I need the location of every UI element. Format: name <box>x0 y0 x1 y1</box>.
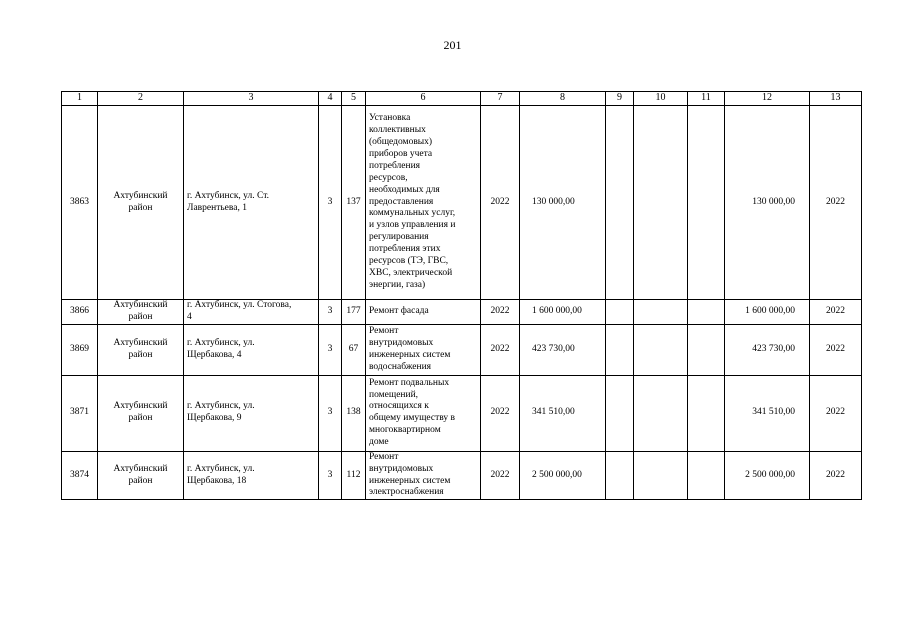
col4-cell: 3 <box>319 375 342 451</box>
table-row <box>62 106 862 300</box>
amount-cell: 423 730,00 <box>520 324 606 375</box>
year-end-cell: 2022 <box>810 451 862 500</box>
table-row <box>62 324 862 375</box>
col9-cell <box>606 451 634 500</box>
col4-cell: 3 <box>319 300 342 325</box>
total-cell: 2 500 000,00 <box>725 451 810 500</box>
col9-cell <box>606 375 634 451</box>
col9-cell <box>606 106 634 300</box>
col5-cell: 177 <box>342 300 366 325</box>
col5-cell: 138 <box>342 375 366 451</box>
header-cell: 12 <box>725 92 810 106</box>
year-end-cell: 2022 <box>810 106 862 300</box>
amount-cell: 2 500 000,00 <box>520 451 606 500</box>
work-type-cell: Ремонт внутридомовых инженерных систем водоснабжения <box>366 324 481 375</box>
district-cell: Ахтубинский район <box>98 451 184 500</box>
total-cell: 130 000,00 <box>725 106 810 300</box>
district-cell: Ахтубинский район <box>98 106 184 300</box>
col11-cell <box>688 451 725 500</box>
table-row <box>62 375 862 451</box>
address-cell: г. Ахтубинск, ул. Стогова, 4 <box>184 300 319 325</box>
col11-cell <box>688 300 725 325</box>
total-cell: 341 510,00 <box>725 375 810 451</box>
amount-cell: 130 000,00 <box>520 106 606 300</box>
work-type-cell: Ремонт внутридомовых инженерных систем электроснабжения <box>366 451 481 500</box>
page-number: 201 <box>443 38 462 52</box>
district-cell: Ахтубинский район <box>98 375 184 451</box>
col11-cell <box>688 324 725 375</box>
col4-cell: 3 <box>319 451 342 500</box>
table-header-row <box>62 92 862 106</box>
header-cell: 6 <box>366 92 481 106</box>
year-end-cell: 2022 <box>810 300 862 325</box>
total-cell: 423 730,00 <box>725 324 810 375</box>
address-cell: г. Ахтубинск, ул. Щербакова, 4 <box>184 324 319 375</box>
header-cell: 9 <box>606 92 634 106</box>
col9-cell <box>606 324 634 375</box>
header-cell: 13 <box>810 92 862 106</box>
year-cell: 2022 <box>481 451 520 500</box>
header-cell: 11 <box>688 92 725 106</box>
repair-registry-table <box>61 91 862 500</box>
col10-cell <box>634 106 688 300</box>
header-cell: 4 <box>319 92 342 106</box>
address-cell: г. Ахтубинск, ул. Щербакова, 18 <box>184 451 319 500</box>
total-cell: 1 600 000,00 <box>725 300 810 325</box>
header-cell: 1 <box>62 92 98 106</box>
col11-cell <box>688 106 725 300</box>
col4-cell: 3 <box>319 106 342 300</box>
work-type-cell: Ремонт фасада <box>366 300 481 325</box>
year-cell: 2022 <box>481 106 520 300</box>
work-type-cell: Установка коллективных (общедомовых) приборов учета потребления ресурсов, необходимых для предоставления коммунальных услуг, и узлов управления и регулирования потребления этих ресурсов (ТЭ, ГВС, ХВС, электрической энергии, газа) <box>366 106 481 300</box>
col4-cell: 3 <box>319 324 342 375</box>
header-cell: 10 <box>634 92 688 106</box>
year-end-cell: 2022 <box>810 324 862 375</box>
col10-cell <box>634 324 688 375</box>
year-cell: 2022 <box>481 375 520 451</box>
row-id: 3871 <box>62 375 98 451</box>
row-id: 3863 <box>62 106 98 300</box>
row-id: 3874 <box>62 451 98 500</box>
table-row <box>62 451 862 500</box>
header-cell: 5 <box>342 92 366 106</box>
col10-cell <box>634 375 688 451</box>
col10-cell <box>634 451 688 500</box>
year-cell: 2022 <box>481 324 520 375</box>
header-cell: 2 <box>98 92 184 106</box>
col5-cell: 112 <box>342 451 366 500</box>
row-id: 3869 <box>62 324 98 375</box>
district-cell: Ахтубинский район <box>98 300 184 325</box>
col10-cell <box>634 300 688 325</box>
table-row <box>62 300 862 325</box>
row-id: 3866 <box>62 300 98 325</box>
col9-cell <box>606 300 634 325</box>
address-cell: г. Ахтубинск, ул. Ст. Лаврентьева, 1 <box>184 106 319 300</box>
header-cell: 8 <box>520 92 606 106</box>
header-cell: 3 <box>184 92 319 106</box>
col5-cell: 67 <box>342 324 366 375</box>
col5-cell: 137 <box>342 106 366 300</box>
work-type-cell: Ремонт подвальных помещений, относящихся к общему имуществу в многоквартирном доме <box>366 375 481 451</box>
col11-cell <box>688 375 725 451</box>
district-cell: Ахтубинский район <box>98 324 184 375</box>
amount-cell: 1 600 000,00 <box>520 300 606 325</box>
header-cell: 7 <box>481 92 520 106</box>
address-cell: г. Ахтубинск, ул. Щербакова, 9 <box>184 375 319 451</box>
year-cell: 2022 <box>481 300 520 325</box>
amount-cell: 341 510,00 <box>520 375 606 451</box>
year-end-cell: 2022 <box>810 375 862 451</box>
